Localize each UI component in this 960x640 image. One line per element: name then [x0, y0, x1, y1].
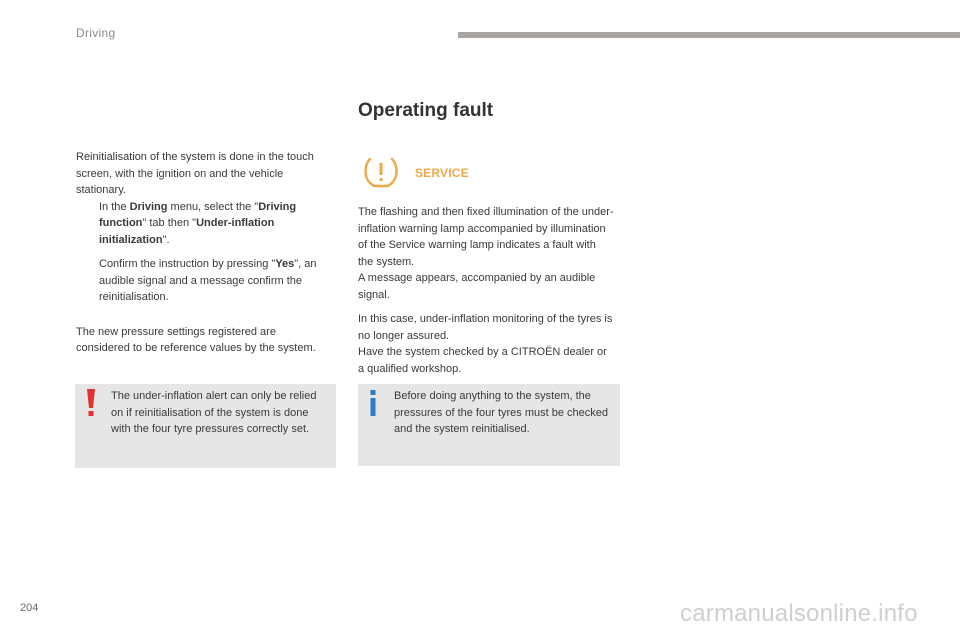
- header-bar: [458, 32, 960, 38]
- info-note-text: Before doing anything to the system, the pressures of the four tyres must be checked and the system reinitialised.: [394, 390, 608, 435]
- watermark: carmanualsonline.info: [680, 600, 918, 627]
- info-icon: [368, 390, 378, 416]
- step-confirm: Confirm the instruction by pressing "Yes", an audible signal and a message confirm the reinitialisation.: [99, 258, 317, 303]
- tyre-pressure-warning-icon: [363, 156, 399, 188]
- reference-values-paragraph: The new pressure settings registered are considered to be reference values by the system.: [76, 325, 316, 354]
- alert-note-box: [75, 384, 336, 468]
- page-number: 204: [20, 602, 39, 614]
- exclamation-icon: [86, 389, 96, 417]
- info-note-box: [358, 384, 620, 466]
- dealer-check: Have the system checked by a CITROËN dealer or a qualified workshop.: [358, 346, 607, 375]
- monitoring-not-assured: In this case, under-inflation monitoring of the tyres is no longer assured.: [358, 313, 613, 342]
- running-header: Driving: [76, 26, 116, 40]
- fault-description: The flashing and then fixed illumination of the under-inflation warning lamp accompanied by illumination of the Service warning lamp indicates a fault with the system.: [358, 206, 614, 268]
- right-column: [358, 204, 614, 377]
- alert-note-text: The under-inflation alert can only be relied on if reinitialisation of the system is done with the four tyre pressures correctly set.: [111, 390, 317, 435]
- message-description: A message appears, accompanied by an audible signal.: [358, 272, 596, 301]
- step-driving-menu: In the Driving menu, select the "Driving function" tab then "Under-inflation initialization".: [99, 200, 297, 246]
- service-warning-label: SERVICE: [415, 166, 469, 180]
- section-title: Operating fault: [358, 100, 494, 121]
- left-column: [76, 149, 326, 357]
- intro-paragraph: Reinitialisation of the system is done in the touch screen, with the ignition on and the vehicle stationary.: [76, 151, 314, 196]
